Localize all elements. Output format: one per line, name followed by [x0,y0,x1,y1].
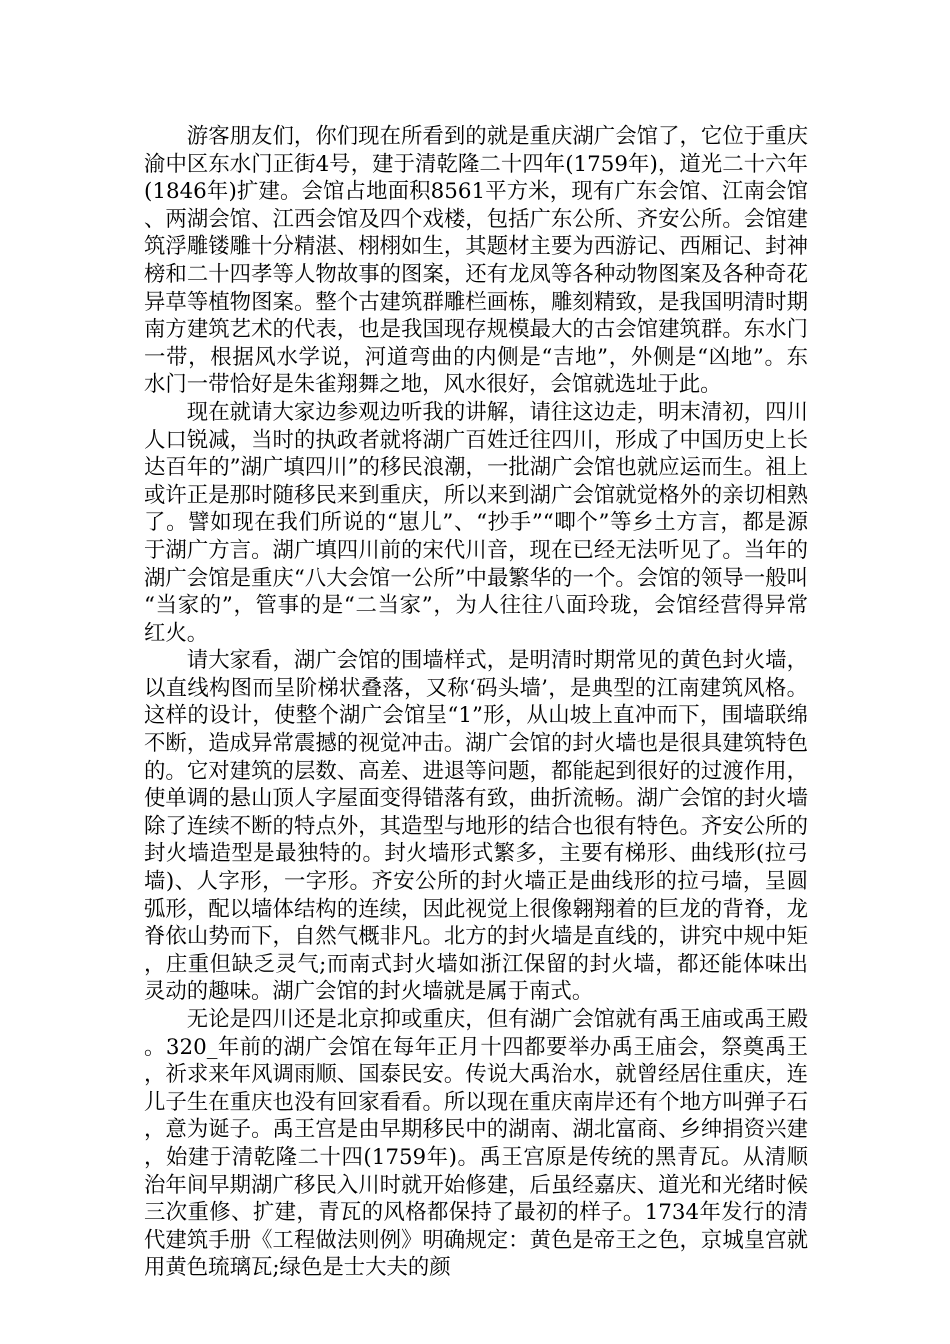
paragraph-migration-history: 现在就请大家边参观边听我的讲解，请往这边走，明末清初，四川人口锐减，当时的执政者就将湖广百姓迁往四川，形成了中国历史上长达百年的”湖广填四川”的移民浪潮，一批湖广会馆也就应运而生。祖上或许正是那时随移民来到重庆，所以来到湖广会馆就觉格外的亲切相熟了。譬如现在我们所说的“崽儿”、“抄手”“唧个”等乡土方言，都是源于湖广方言。湖广填四川前的宋代川音，现在已经无法听见了。当年的湖广会馆是重庆“八大会馆一公所”中最繁华的一个。会馆的领导一般叫“当家的”，管事的是“二当家”，为人往往八面玲珑，会馆经营得异常红火。 [144,399,808,646]
paragraph-yuwang-temple: 无论是四川还是北京抑或重庆，但有湖广会馆就有禹王庙或禹王殿。320_年前的湖广会馆在每年正月十四都要举办禹王庙会，祭奠禹王，祈求来年风调雨顺、国泰民安。传说大禹治水，就曾经居住重庆，连儿子生在重庆也没有回家看看。所以现在重庆南岸还有个地方叫弹子石，意为诞子。禹王宫是由早期移民中的湖南、湖北富商、乡绅捐资兴建，始建于清乾隆二十四(1759年)。禹王宫原是传统的黑青瓦。从清顺治年间早期湖广移民入川时就开始修建，后虽经嘉庆、道光和光绪时候三次重修、扩建，青瓦的风格都保持了最初的样子。1734年发行的清代建筑手册《工程做法则例》明确规定：黄色是帝王之色，京城皇宫就用黄色琉璃瓦;绿色是士大夫的颜 [144,1007,808,1281]
paragraph-intro: 游客朋友们，你们现在所看到的就是重庆湖广会馆了，它位于重庆渝中区东水门正街4号，建于清乾隆二十四年(1759年)，道光二十六年(1846年)扩建。会馆占地面积8561平方米，现有广东会馆、江南会馆、两湖会馆、江西会馆及四个戏楼，包括广东公所、齐安公所。会馆建筑浮雕镂雕十分精湛、栩栩如生，其题材主要为西游记、西厢记、封神榜和二十四孝等人物故事的图案，还有龙凤等各种动物图案及各种奇花异草等植物图案。整个古建筑群雕栏画栋，雕刻精致，是我国明清时期南方建筑艺术的代表，也是我国现存规模最大的古会馆建筑群。东水门一带，根据风水学说，河道弯曲的内侧是“吉地”，外侧是“凶地”。东水门一带恰好是朱雀翔舞之地，风水很好，会馆就选址于此。 [144,124,808,398]
document-body [144,123,808,1282]
paragraph-fire-wall: 请大家看，湖广会馆的围墙样式，是明清时期常见的黄色封火墙，以直线构图而呈阶梯状叠落，又称‘码头墙’，是典型的江南建筑风格。这样的设计，使整个湖广会馆呈“1”形，从山坡上直冲而下，围墙联绵不断，造成异常震撼的视觉冲击。湖广会馆的封火墙也是很具建筑特色的。它对建筑的层数、高差、进退等问题，都能起到很好的过渡作用，使单调的悬山顶人字屋面变得错落有致，曲折流畅。湖广会馆的封火墙除了连续不断的特点外，其造型与地形的结合也很有特色。齐安公所的封火墙造型是最独特的。封火墙形式繁多，主要有梯形、曲线形(拉弓墙)、人字形，一字形。齐安公所的封火墙正是曲线形的拉弓墙，呈圆弧形，配以墙体结构的连续，因此视觉上很像翱翔着的巨龙的背脊，龙脊依山势而下，自然气概非凡。北方的封火墙是直线的，讲究中规中矩，庄重但缺乏灵气;而南式封火墙如浙江保留的封火墙，都还能体味出灵动的趣味。湖广会馆的封火墙就是属于南式。 [144,648,808,1005]
